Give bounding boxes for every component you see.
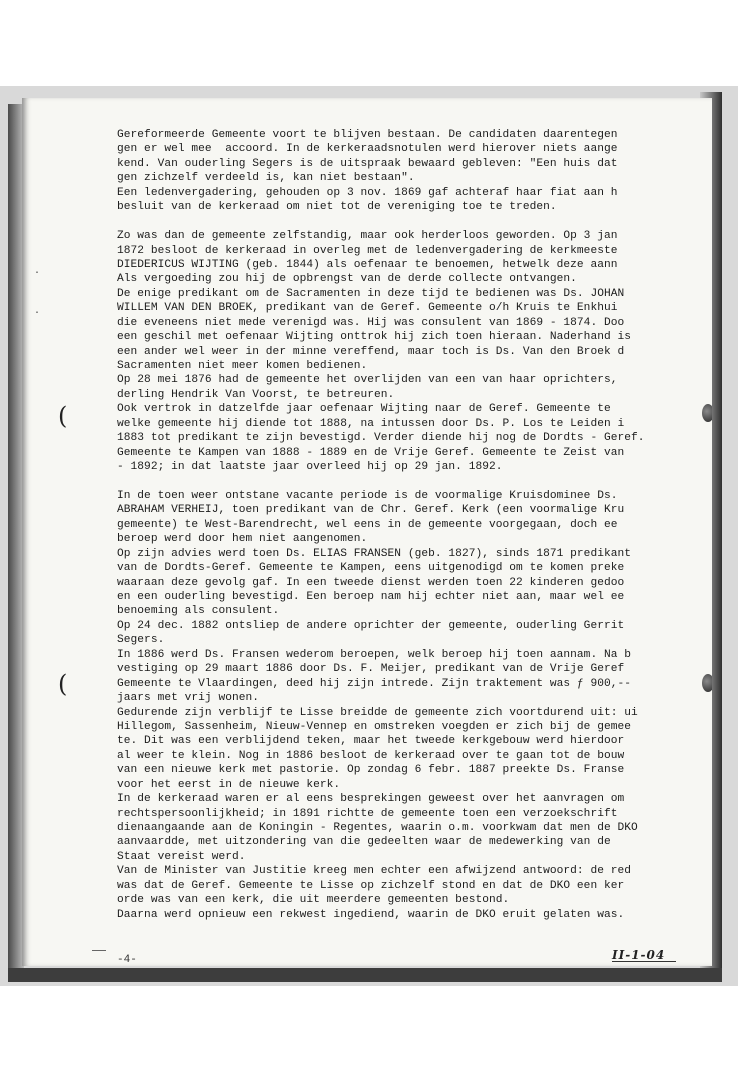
text-line: een geschil met oefenaar Wijting onttrok hij zich toen hieraan. Naderhand is: [117, 331, 632, 344]
text-line: benoeming als consulent.: [117, 605, 280, 618]
text-line: van een nieuwe kerk met pastorie. Op zondag 6 febr. 1887 preekte Ds. Franse: [117, 764, 625, 777]
document-page: [22, 98, 712, 966]
text-line: gemeente) te West-Barendrecht, wel eens in de gemeente voorgegaan, doch ee: [117, 518, 618, 531]
text-line: gen zichzelf verdeeld is, kan niet bestaan".: [117, 172, 415, 185]
text-line: Een ledenvergadering, gehouden op 3 nov. 1869 gaf achteraf haar fiat aan h: [117, 186, 618, 199]
page-number: -4-: [117, 954, 137, 966]
text-line: Staat vereist werd.: [117, 850, 246, 863]
text-line: Op zijn advies werd toen Ds. ELIAS FRANSEN (geb. 1827), sinds 1871 predikant: [117, 547, 632, 560]
text-line: dienaangaande aan de Koningin - Regentes, waarin o.m. voorkwam dat men de DKO: [117, 822, 638, 834]
handwritten-archive-note: II-1-04: [612, 948, 665, 962]
text-line: beroep werd door hem niet aangenomen.: [117, 533, 368, 546]
text-line: orde was van een kerk, die uit meerdere gemeenten bestond.: [117, 894, 510, 907]
text-line: De enige predikant om de Sacramenten in deze tijd te bedienen was Ds. JOHAN: [117, 287, 625, 300]
text-line: waaraan deze gevolg gaf. In een tweede dienst werden toen 22 kinderen gedoo: [117, 576, 625, 589]
text-line: rechtspersoonlijkheid; in 1891 richtte de gemeente toen een verzoekschrift: [117, 807, 618, 820]
text-line: voor het eerst in de nieuwe kerk.: [117, 778, 341, 791]
text-line: Gemeente te Kampen van 1888 - 1889 en de Vrije Geref. Gemeente te Zeist van: [117, 446, 625, 459]
text-line: 1872 besloot de kerkeraad in overleg met de ledenvergadering de kerkmeeste: [117, 244, 618, 257]
text-line: kend. Van ouderling Segers is de uitspraak bewaard gebleven: "Een huis dat: [117, 157, 618, 170]
binding-hole: [702, 404, 712, 422]
text-line: van de Dordts-Geref. Gemeente te Kampen, eens uitgenodigd om te komen preke: [117, 562, 625, 575]
punch-hole-mark: (: [58, 402, 68, 430]
paragraph-gap: [117, 475, 712, 489]
paragraph-gap: [117, 215, 712, 229]
text-line: besluit van de kerkeraad om niet tot de vereniging toe te treden.: [117, 201, 557, 214]
text-line: Gereformeerde Gemeente voort te blijven bestaan. De candidaten daarentegen: [117, 129, 618, 141]
text-line: welke gemeente hij diende tot 1888, na intussen door Ds. P. Los te Leiden i: [117, 417, 625, 430]
text-line: WILLEM VAN DEN BROEK, predikant van de Geref. Gemeente o/h Kruis te Enkhui: [117, 302, 618, 315]
text-line: Daarna werd opnieuw een rekwest ingediend, waarin de DKO eruit gelaten was.: [117, 908, 625, 921]
text-line: een ander wel weer in der minne vereffend, maar toch is Ds. Van den Broek d: [117, 345, 625, 358]
text-line: Hillegom, Sassenheim, Nieuw-Vennep en omstreken voegden er zich bij de gemee: [117, 720, 632, 733]
text-line: DIEDERICUS WIJTING (geb. 1844) als oefenaar te benoemen, hetwelk deze aann: [117, 258, 618, 271]
text-line: Als vergoeding zou hij de opbrengst van de derde collecte ontvangen.: [117, 273, 577, 286]
body-text: [117, 128, 712, 922]
text-line: Sacramenten niet meer komen bedienen.: [117, 360, 368, 372]
text-line: In 1886 werd Ds. Fransen wederom beroepen, welk beroep hij toen aannam. Na b: [117, 648, 632, 661]
margin-tick: ·: [34, 268, 41, 279]
text-line: en een ouderling bevestigd. Een beroep nam hij echter niet aan, maar wel ee: [117, 591, 625, 603]
text-line: Zo was dan de gemeente zelfstandig, maar ook herderloos geworden. Op 3 jan: [117, 230, 618, 243]
text-line: Op 24 dec. 1882 ontsliep de andere oprichter der gemeente, ouderling Gerrit: [117, 619, 625, 632]
text-line: ABRAHAM VERHEIJ, toen predikant van de Chr. Geref. Kerk (een voormalige Kru: [117, 504, 625, 517]
text-line: In de kerkeraad waren er al eens besprekingen geweest over het aanvragen om: [117, 793, 625, 806]
text-line: die eveneens niet mede verenigd was. Hij was consulent van 1869 - 1874. Doo: [117, 316, 625, 329]
text-line: te. Dit was een verblijdend teken, maar het tweede kerkgebouw werd hierdoor: [117, 735, 625, 748]
text-line: aanvaardde, met uitzondering van die gedeelten waar de medewerking van de: [117, 836, 611, 849]
text-line: vestiging op 29 maart 1886 door Ds. F. Meijer, predikant van de Vrije Geref: [117, 663, 625, 676]
text-line: Ook vertrok in datzelfde jaar oefenaar Wijting naar de Geref. Gemeente te: [117, 403, 611, 416]
scan-bottom-edge: [8, 968, 722, 982]
text-line: Segers.: [117, 634, 165, 647]
text-line: al weer te klein. Nog in 1886 besloot de kerkeraad over te gaan tot de bouw: [117, 749, 625, 762]
footer-dash: [92, 950, 106, 951]
binding-hole: [702, 674, 712, 692]
text-line: jaars met vrij wonen.: [117, 692, 260, 705]
text-line: Gemeente te Vlaardingen, deed hij zijn intrede. Zijn traktement was ƒ 900,--: [117, 677, 632, 690]
text-line: Van de Minister van Justitie kreeg men echter een afwijzend antwoord: de red: [117, 865, 632, 878]
text-line: - 1892; in dat laatste jaar overleed hij op 29 jan. 1892.: [117, 461, 503, 474]
text-line: 1883 tot predikant te zijn bevestigd. Verder diende hij nog de Dordts - Geref.: [117, 432, 645, 445]
margin-tick: ·: [34, 308, 41, 319]
text-line: Gedurende zijn verblijf te Lisse breidde de gemeente zich voortdurend uit: ui: [117, 706, 638, 719]
text-line: Op 28 mei 1876 had de gemeente het overlijden van een van haar oprichters,: [117, 374, 618, 387]
text-line: gen er wel mee accoord. In de kerkeraadsnotulen werd hierover niets aange: [117, 143, 618, 156]
punch-hole-mark: (: [58, 670, 68, 698]
text-line: derling Hendrik Van Voorst, te betreuren.: [117, 388, 395, 401]
text-line: In de toen weer ontstane vacante periode is de voormalige Kruisdominee Ds.: [117, 489, 618, 502]
text-line: was dat de Geref. Gemeente te Lisse op zichzelf stond en dat de DKO een ker: [117, 879, 625, 892]
